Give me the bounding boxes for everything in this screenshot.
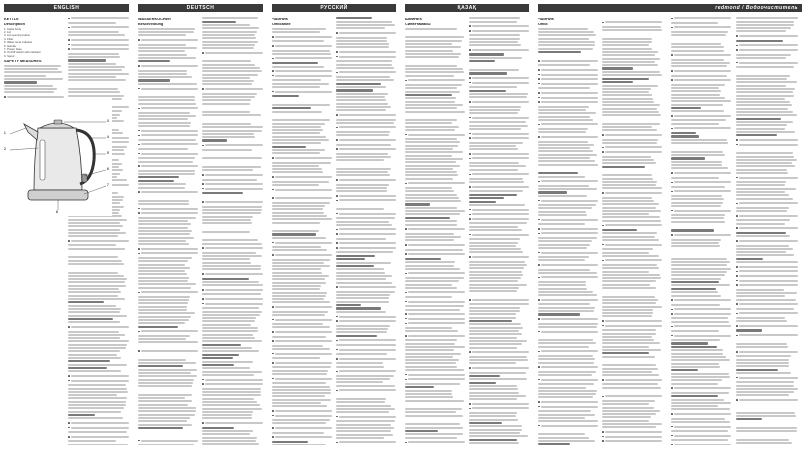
english-part-item: 7. Power base <box>4 48 22 52</box>
callout-6: 6 <box>107 167 109 171</box>
brand-column-a <box>671 16 731 445</box>
english-part-item: 3. Lid opening button <box>4 34 31 38</box>
callout-8: 8 <box>56 210 58 214</box>
english-part-item: 4. Filter <box>4 37 14 41</box>
english-safety-heading: SAFETY MEASURES <box>4 60 42 64</box>
callout-4: 4 <box>107 135 109 139</box>
english-title: KETTLE <box>4 18 19 21</box>
kazakh-description-heading: Сипаттамасы <box>405 23 431 27</box>
ukrainian-column-b <box>602 16 662 445</box>
header-deutsch: DEUTSCH <box>138 4 263 12</box>
russian-title: ЧАЙНИК <box>272 18 288 21</box>
ukrainian-title: ЧАЙНИК <box>538 18 554 21</box>
english-part-item: 9. Spout <box>4 54 15 58</box>
deutsch-title: WASSERKOCHER <box>138 18 171 21</box>
callout-5: 5 <box>107 151 109 155</box>
callout-3: 3 <box>107 119 109 123</box>
russian-column-a <box>272 16 332 445</box>
ukrainian-column-a <box>538 16 598 445</box>
english-part-item: 1. Kettle body <box>4 27 22 31</box>
callout-7: 7 <box>107 183 109 187</box>
callout-2: 2 <box>4 147 6 151</box>
deutsch-description-heading: Beschreibung <box>138 23 164 27</box>
english-part-item: 2. Lid <box>4 31 11 34</box>
english-part-item: 5. Water level indicator <box>4 41 33 45</box>
kazakh-column-b <box>469 16 529 445</box>
english-part-item: 8. On/Off switch with indicator <box>4 51 41 55</box>
english-description-heading: Description <box>4 23 25 27</box>
english-column-b <box>68 16 129 445</box>
header-russian: РУССКИЙ <box>272 4 396 12</box>
brand-column-b <box>736 16 798 445</box>
deutsch-column-b <box>202 16 263 445</box>
ukrainian-description-heading: Опис <box>538 23 548 27</box>
kazakh-title: ШӘЙНЕК <box>405 18 422 21</box>
header-kazakh: ҚАЗАҚ <box>405 4 529 12</box>
callout-1: 1 <box>4 131 6 135</box>
english-part-item: 6. Handle <box>4 44 16 48</box>
deutsch-column-a <box>138 16 198 445</box>
header-brand: redmond / Водоочиститель <box>538 4 802 12</box>
english-column-a <box>4 16 64 445</box>
kazakh-column-a <box>405 16 465 445</box>
russian-description-heading: Описание <box>272 23 291 27</box>
english-parts-list <box>4 28 64 59</box>
header-english: ENGLISH <box>4 4 129 12</box>
kettle-illustration <box>4 98 112 216</box>
russian-column-b <box>336 16 396 445</box>
